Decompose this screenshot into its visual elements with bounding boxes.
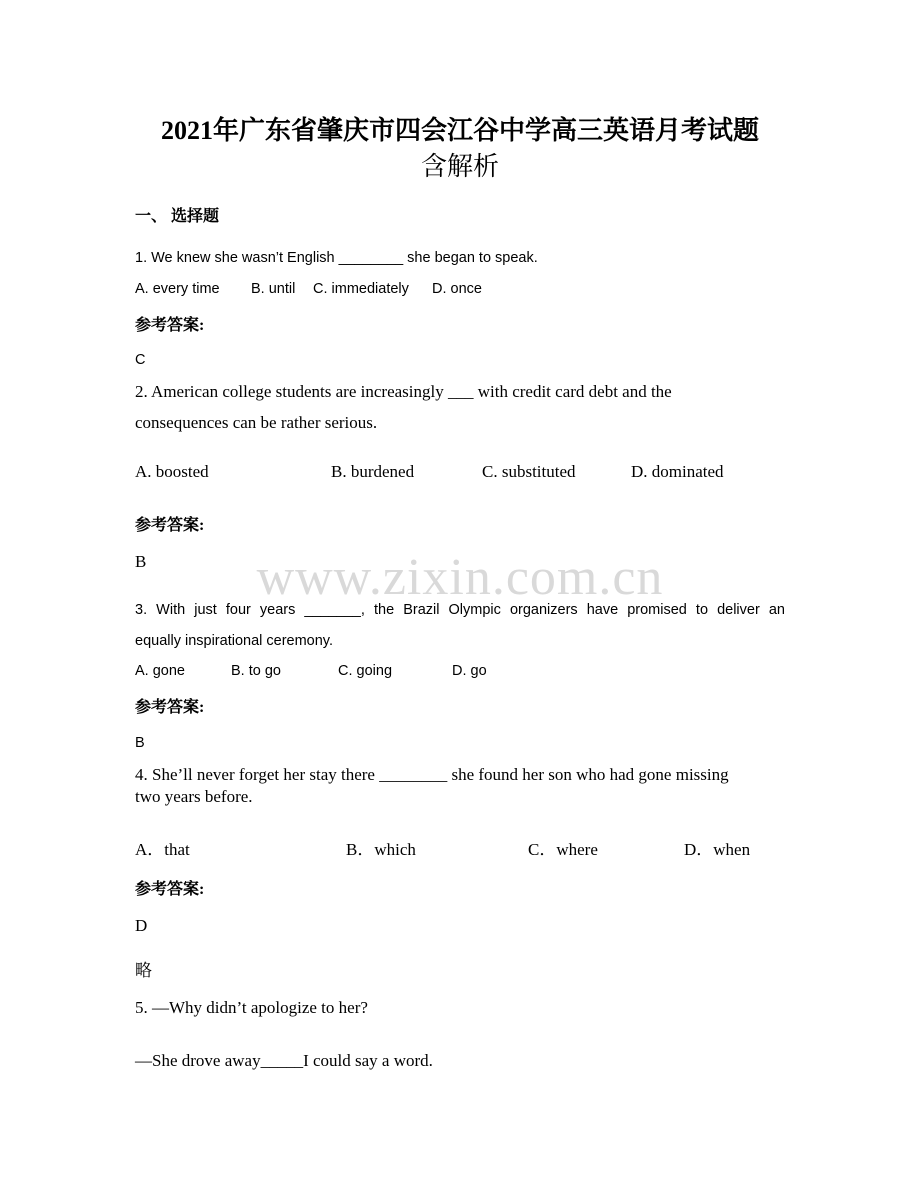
answer-label-4: 参考答案: xyxy=(135,881,205,898)
question-3-option-a: A. gone xyxy=(135,663,185,679)
question-1-option-b: B. until xyxy=(251,281,296,297)
question-2-option-b: B. burdened xyxy=(331,462,415,481)
question-1-answer: C xyxy=(135,352,146,368)
question-4-note: 略 xyxy=(135,961,152,980)
question-3-option-c: C. going xyxy=(338,663,393,679)
answer-label-2: 参考答案: xyxy=(135,517,205,534)
question-1-option-a: A. every time xyxy=(135,281,220,297)
question-4-option-c: C．where xyxy=(528,840,598,859)
question-2-answer: B xyxy=(135,552,147,571)
page-title-line2: 含解析 xyxy=(420,152,499,181)
question-2-stem-line1: 2. American college students are increasingly ___ with credit card debt and the xyxy=(135,382,672,401)
question-1-option-c: C. immediately xyxy=(313,281,409,297)
question-4-stem-line2: two years before. xyxy=(135,787,253,806)
section-heading: 一、 选择题 xyxy=(135,208,220,225)
question-4-stem-line1: 4. She’ll never forget her stay there ________ she found her son who had gone missing xyxy=(135,765,729,784)
question-2-option-c: C. substituted xyxy=(482,462,576,481)
question-3-option-b: B. to go xyxy=(231,663,281,679)
answer-label-1: 参考答案: xyxy=(135,317,205,334)
question-3-stem-line2: equally inspirational ceremony. xyxy=(135,633,334,649)
question-4-option-a: A．that xyxy=(135,840,190,859)
question-4-option-b: B．which xyxy=(346,840,416,859)
question-4-option-d: D．when xyxy=(684,840,751,859)
question-3-stem-line1: 3. With just four years _______, the Brazil Olympic organizers have promised to deliver an xyxy=(135,602,785,618)
question-2-option-a: A. boosted xyxy=(135,462,209,481)
question-1-option-d: D. once xyxy=(432,281,482,297)
question-3-option-d: D. go xyxy=(452,663,487,679)
question-5-stem-line2: —She drove away_____I could say a word. xyxy=(135,1051,433,1070)
watermark: www.zixin.com.cn xyxy=(256,549,664,606)
page-title-line1: 2021年广东省肇庆市四会江谷中学高三英语月考试题 xyxy=(160,116,759,145)
question-1-stem: 1. We knew she wasn’t English ________ she began to speak. xyxy=(135,250,538,266)
question-4-answer: D xyxy=(135,916,148,935)
question-2-option-d: D. dominated xyxy=(631,462,724,481)
question-5-stem-line1: 5. —Why didn’t apologize to her? xyxy=(135,998,368,1017)
answer-label-3: 参考答案: xyxy=(135,699,205,716)
question-3-answer: B xyxy=(135,735,145,751)
question-2-stem-line2: consequences can be rather serious. xyxy=(135,413,378,432)
